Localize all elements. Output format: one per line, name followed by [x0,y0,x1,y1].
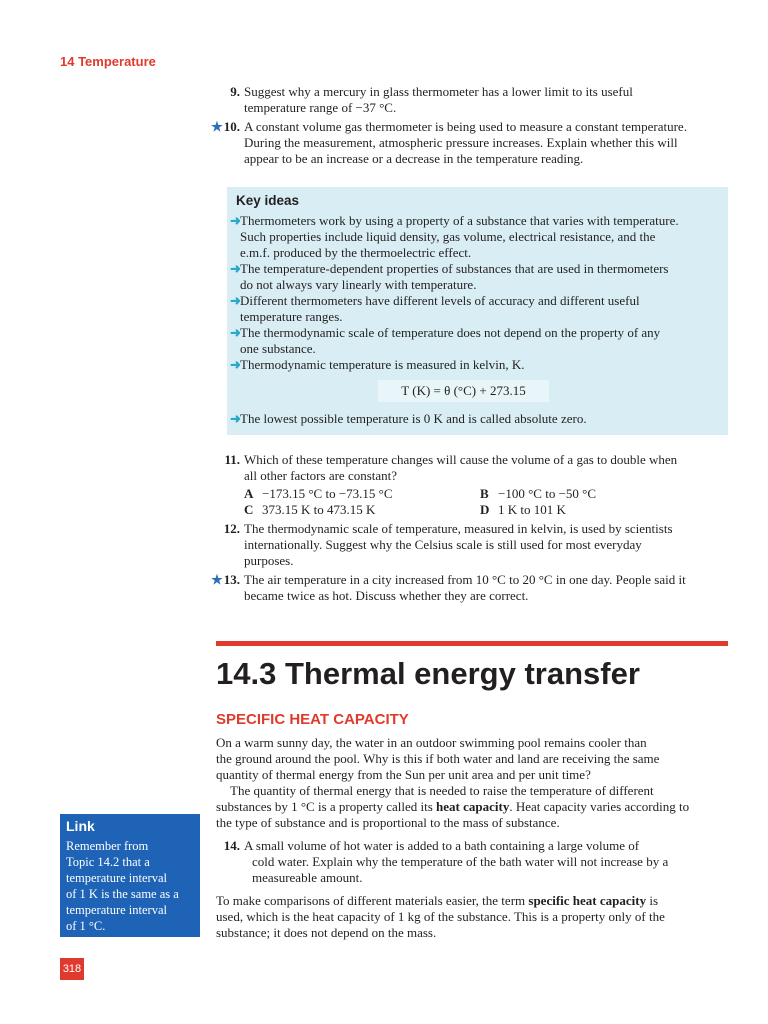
paragraph-line: the type of substance and is proportional to the mass of substance. [216,815,560,830]
option-text: 373.15 K to 473.15 K [262,502,376,517]
paragraph-line: the ground around the pool. Why is this if both water and land are receiving the same [216,751,660,766]
option-text: 1 K to 101 K [498,502,566,517]
section-heading [216,652,640,696]
key-idea-line: The temperature-dependent properties of substances that are used in thermometers [240,261,669,276]
paragraph-line: On a warm sunny day, the water in an outdoor swimming pool remains cooler than [216,735,647,750]
link-title: Link [66,818,95,834]
link-line: of 1 °C. [66,919,106,933]
question-line: The thermodynamic scale of temperature, measured in kelvin, is used by scientists [244,521,673,536]
link-line: Topic 14.2 that a [66,855,150,869]
key-idea-line: The lowest possible temperature is 0 K and is called absolute zero. [240,411,587,426]
question-line: internationally. Suggest why the Celsius scale is still used for most everyday [244,537,642,552]
arrow-icon: ➜ [230,293,241,308]
question-line: measureable amount. [252,870,363,885]
bold-term: heat capacity [436,799,510,814]
question-number: 9. [230,84,240,99]
kelvin-formula: T (K) = θ (°C) + 273.15 [378,380,549,402]
paragraph-line: The quantity of thermal energy that is needed to raise the temperature of different [230,783,654,798]
key-ideas-box [227,187,728,435]
key-idea-line: do not always vary linearly with temperature. [240,277,477,292]
paragraph-line: quantity of thermal energy from the Sun per unit area and per unit time? [216,767,591,782]
section-title: Thermal energy transfer [284,656,640,691]
answer-option-d [480,502,566,518]
key-idea-line: one substance. [240,341,316,356]
paragraph [216,735,728,783]
chapter-header: 14 Temperature [60,54,156,69]
question-line: appear to be an increase or a decrease in the temperature reading. [244,151,584,166]
paragraph-line: substance; it does not depend on the mass. [216,925,437,940]
paragraph [216,893,728,941]
option-letter: A [244,486,254,501]
key-idea-line: Different thermometers have different levels of accuracy and different useful [240,293,640,308]
subheading: SPECIFIC HEAT CAPACITY [216,711,409,728]
question-line: A constant volume gas thermometer is being used to measure a constant temperature. [244,119,687,134]
question-line: became twice as hot. Discuss whether they are correct. [244,588,529,603]
question-number: 14. [223,838,240,853]
answer-option-c [244,502,375,518]
link-line: temperature interval [66,903,167,917]
option-letter: D [480,502,490,517]
answer-option-a [244,486,393,502]
arrow-icon: ➜ [230,261,241,276]
question-line: purposes. [244,553,294,568]
arrow-icon: ➜ [230,213,241,228]
arrow-icon: ➜ [230,411,241,426]
option-text: −100 °C to −50 °C [498,486,597,501]
key-idea-line: Thermometers work by using a property of a substance that varies with temperature. [240,213,679,228]
key-ideas-title: Key ideas [236,193,300,208]
key-idea-line: Such properties include liquid density, gas volume, electrical resistance, and the [240,229,656,244]
key-idea-line: e.m.f. produced by the thermoelectric effect. [240,245,472,260]
section-number: 14.3 [216,656,277,691]
question-line: temperature range of −37 °C. [244,100,397,115]
option-text: −173.15 °C to −73.15 °C [262,486,393,501]
key-idea-line: Thermodynamic temperature is measured in kelvin, K. [240,357,525,372]
section-rule [216,641,728,646]
paragraph-line: To make comparisons of different materials easier, the term specific heat capacity is [216,893,659,908]
answer-option-b [480,486,596,502]
star-icon: ★ [211,119,223,134]
link-line: temperature interval [66,871,167,885]
bold-term: specific heat capacity [528,893,647,908]
paragraph [216,783,728,831]
question-line: cold water. Explain why the temperature of the bath water will not increase by a [252,854,669,869]
arrow-icon: ➜ [230,325,241,340]
question-line: A small volume of hot water is added to a bath containing a large volume of [244,838,640,853]
paragraph-line: used, which is the heat capacity of 1 kg of the substance. This is a property only of the [216,909,665,924]
question-line: The air temperature in a city increased from 10 °C to 20 °C in one day. People said it [244,572,686,587]
star-icon: ★ [211,572,223,587]
question-number: 10. [223,119,240,134]
option-letter: C [244,502,254,517]
question-line: Which of these temperature changes will cause the volume of a gas to double when [244,452,678,467]
paragraph-line: substances by 1 °C is a property called its heat capacity. Heat capacity varies according to [216,799,690,814]
question-number: 11. [224,452,240,467]
question-line: During the measurement, atmospheric pressure increases. Explain whether this will [244,135,678,150]
question-number: 13. [223,572,240,587]
page-number: 318 [60,958,84,980]
arrow-icon: ➜ [230,357,241,372]
link-sidebar [60,814,200,937]
question-line: Suggest why a mercury in glass thermometer has a lower limit to its useful [244,84,633,99]
option-letter: B [480,486,489,501]
question-number: 12. [223,521,240,536]
question-line: all other factors are constant? [244,468,398,483]
key-idea-line: temperature ranges. [240,309,343,324]
link-line: Remember from [66,839,149,853]
link-line: of 1 K is the same as a [66,887,179,901]
key-idea-line: The thermodynamic scale of temperature does not depend on the property of any [240,325,661,340]
